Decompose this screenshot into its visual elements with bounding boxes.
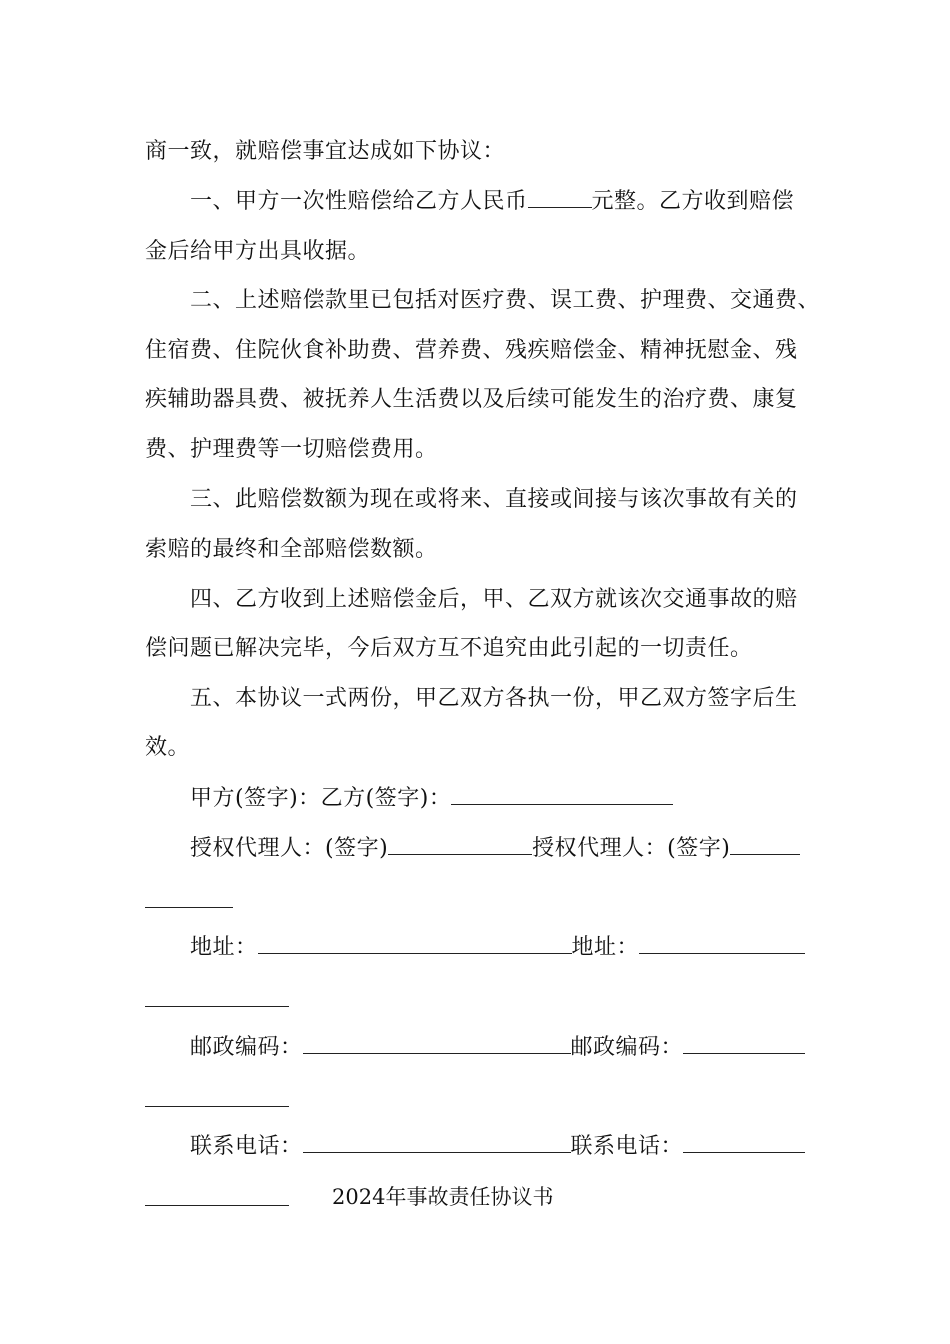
phone-line: [190, 1132, 805, 1162]
paragraph-line: 商一致，就赔偿事宜达成如下协议：: [145, 139, 506, 164]
phone-blank-b: [683, 1132, 805, 1153]
agent-label-a: 授权代理人：(签字): [190, 836, 389, 861]
clause-5-line: 五、本协议一式两份，甲乙双方各执一份，甲乙双方签字后生: [190, 686, 798, 711]
agent-blank-continuation: [145, 907, 233, 908]
agent-label-b: 授权代理人：(签字): [532, 836, 731, 861]
paragraph-line: 住宿费、住院伙食补助费、营养费、残疾赔偿金、精神抚慰金、残: [145, 338, 798, 363]
postal-blank-a: [303, 1033, 571, 1054]
clause-1-text: 一、甲方一次性赔偿给乙方人民币: [190, 189, 528, 214]
amount-blank: [528, 187, 592, 208]
postal-blank-continuation: [145, 1106, 289, 1107]
clause-3-line: 三、此赔偿数额为现在或将来、直接或间接与该次事故有关的: [190, 487, 798, 512]
phone-blank-a: [303, 1132, 571, 1153]
clause-4-line: 四、乙方收到上述赔偿金后，甲、乙双方就该次交通事故的赔: [190, 587, 798, 612]
paragraph-line: 效。: [145, 735, 191, 760]
postal-blank-b: [683, 1033, 805, 1054]
phone-blank-continuation: [145, 1205, 289, 1206]
paragraph-line: 疾辅助器具费、被抚养人生活费以及后续可能发生的治疗费、康复: [145, 387, 798, 412]
party-signature-line: [190, 784, 673, 814]
address-blank-continuation: [145, 1006, 289, 1007]
address-label-b: 地址：: [571, 935, 640, 960]
clause-1-line: [190, 187, 794, 217]
document-footer-title: 2024年事故责任协议书: [332, 1185, 554, 1209]
party-signature-label: 甲方(签字)：乙方(签字)：: [190, 786, 452, 811]
party-signature-blank: [451, 784, 673, 805]
paragraph-line: 索赔的最终和全部赔偿数额。: [145, 537, 438, 562]
postal-label-b: 邮政编码：: [570, 1035, 684, 1060]
postal-code-line: [190, 1033, 805, 1063]
paragraph-line: 费、护理费等一切赔偿费用。: [145, 437, 438, 462]
clause-2-line: 二、上述赔偿款里已包括对医疗费、误工费、护理费、交通费、: [190, 288, 821, 313]
clause-1-text-cont: 元整。乙方收到赔偿: [591, 189, 795, 214]
address-blank-a: [258, 933, 572, 954]
paragraph-line: 偿问题已解决完毕，今后双方互不追究由此引起的一切责任。: [145, 636, 753, 661]
address-line: [190, 933, 805, 963]
postal-label-a: 邮政编码：: [190, 1035, 303, 1060]
phone-label-a: 联系电话：: [190, 1134, 303, 1159]
agent-signature-line: [190, 834, 800, 864]
phone-label-b: 联系电话：: [570, 1134, 684, 1159]
paragraph-line: 金后给甲方出具收据。: [145, 239, 371, 264]
address-label-a: 地址：: [190, 935, 258, 960]
agent-blank-a: [388, 834, 532, 855]
agent-blank-b: [730, 834, 800, 855]
address-blank-b: [639, 933, 805, 954]
